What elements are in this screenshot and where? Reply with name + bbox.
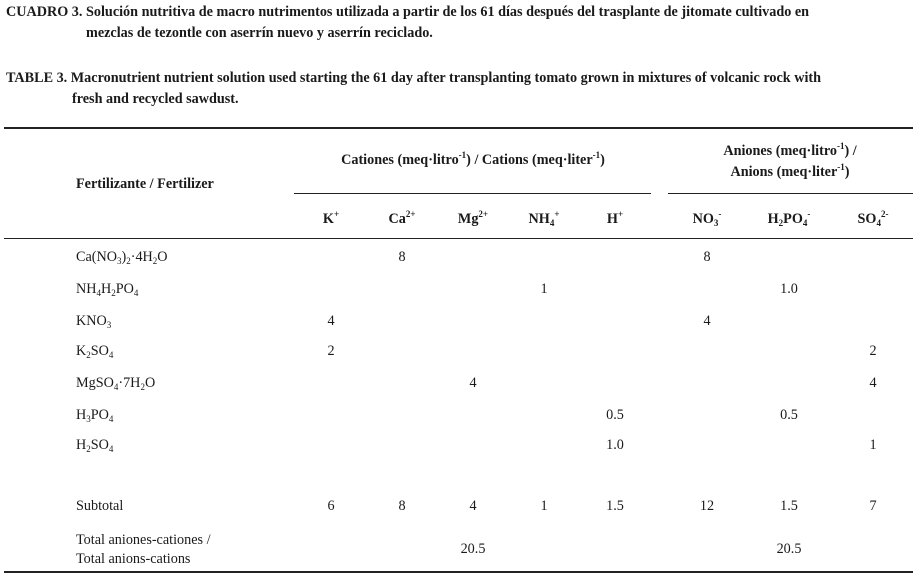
caption-text: fresh and recycled sawdust. [72, 91, 239, 107]
cations-group-rule [294, 193, 651, 194]
subtotal-so4: 7 [869, 498, 877, 514]
subtotal-label: Subtotal [76, 498, 124, 514]
cell-no3: 4 [703, 313, 711, 329]
cell-so4: 1 [869, 437, 877, 453]
header-bottom-rule [4, 238, 913, 239]
cell-k: 2 [327, 343, 335, 359]
cell-h: 0.5 [606, 407, 624, 423]
caption-text: mezclas de tezontle con aserrín nuevo y aserrín reciclado. [86, 25, 433, 41]
cell-ca: 8 [398, 249, 406, 265]
header-k: K+ [322, 209, 340, 227]
fertilizer-name: $Ca(NO_3)_2\cdot 4H_2O$ [76, 249, 168, 266]
header-no3: $NO_3^-$ [692, 209, 722, 228]
total-label-line2: Total anions-cations [76, 551, 191, 567]
caption-spanish [6, 2, 911, 44]
subtotal-h2po4: 1.5 [780, 498, 798, 514]
caption-label: CUADRO 3. [6, 4, 83, 20]
subtotal-ca: 8 [398, 498, 406, 514]
header-h: H+ [606, 209, 624, 227]
cell-k: 4 [327, 313, 335, 329]
total-anions: 20.5 [776, 541, 802, 557]
anions-group-rule [668, 193, 913, 194]
header-nh4: $NH_4^+$ [528, 209, 560, 228]
table-top-rule [4, 127, 913, 129]
cell-h: 1.0 [606, 437, 624, 453]
table-bottom-rule [4, 571, 913, 573]
cell-nh4: 1 [540, 281, 548, 297]
header-fertilizer: Fertilizante / Fertilizer [76, 176, 214, 192]
header-so4: $SO_4^{2-}$ [857, 209, 889, 228]
fertilizer-name: $NH_4H_2PO_4$ [76, 281, 139, 298]
subtotal-no3: 12 [699, 498, 715, 514]
header-h2po4: $H_2PO_4^-$ [767, 209, 811, 228]
subtotal-mg: 4 [469, 498, 477, 514]
cell-no3: 8 [703, 249, 711, 265]
subtotal-nh4: 1 [540, 498, 548, 514]
cell-so4: 4 [869, 375, 877, 391]
cell-mg: 4 [469, 375, 477, 391]
total-cations: 20.5 [460, 541, 486, 557]
header-anions-line1: Aniones (meq·litro$^{-1}$) / [723, 141, 857, 159]
header-cations: Cationes (meq·litro$^{-1}$) / Cations (meq·liter$^{-1}$) [341, 150, 605, 168]
fertilizer-name: $KNO_3$ [76, 313, 112, 330]
caption-label: TABLE 3. [6, 70, 68, 86]
header-anions-line2: Anions (meq·liter$^{-1}$) [730, 162, 850, 180]
fertilizer-name: $H_3PO_4$ [76, 407, 114, 424]
caption-text: Macronutrient nutrient solution used starting the 61 day after transplanting tomato grown in mixtures of volcanic rock with [70, 70, 822, 86]
fertilizer-name: $H_2SO_4$ [76, 437, 114, 454]
cell-so4: 2 [869, 343, 877, 359]
subtotal-h: 1.5 [606, 498, 624, 514]
cell-h2po4: 1.0 [780, 281, 798, 297]
total-label-line1: Total aniones-cationes / [76, 532, 211, 548]
caption-english [6, 68, 911, 110]
fertilizer-name: $K_2SO_4$ [76, 343, 114, 360]
header-ca: $Ca^{2+}$ [388, 209, 416, 227]
cell-h2po4: 0.5 [780, 407, 798, 423]
caption-text: Solución nutritiva de macro nutrimentos utilizada a partir de los 61 días después del trasplante de jitomate cultivado en [86, 4, 810, 20]
fertilizer-name: $MgSO_4\cdot 7H_2O$ [76, 375, 156, 392]
header-mg: $Mg^{2+}$ [457, 209, 489, 227]
subtotal-k: 6 [327, 498, 335, 514]
